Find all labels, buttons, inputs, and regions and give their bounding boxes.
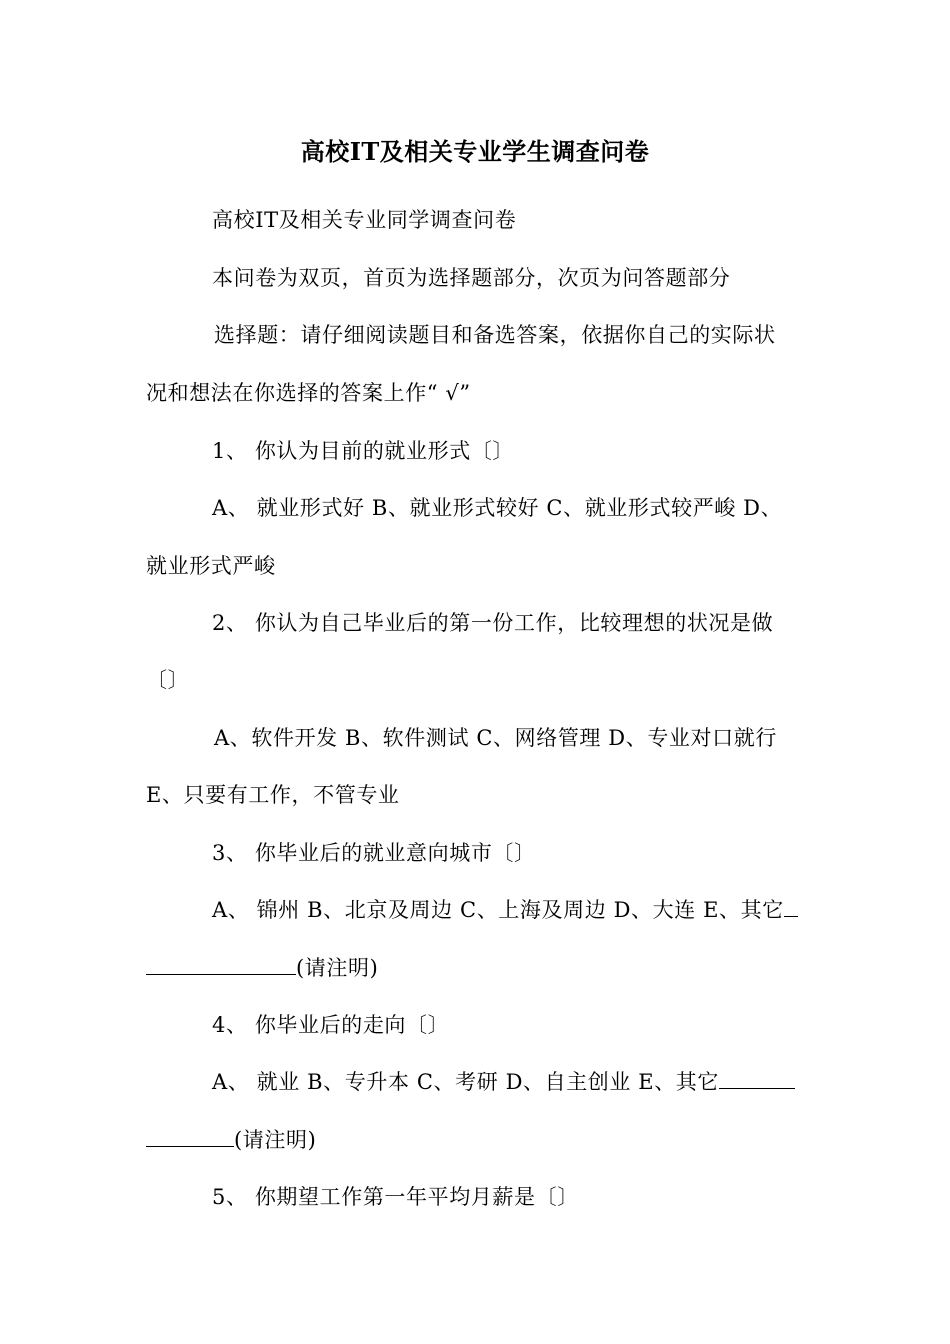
document-title: 高校IT及相关专业学生调查问卷 <box>300 137 650 166</box>
question-2-line-2: 〔〕 <box>146 668 190 692</box>
question-4-options-text: A、 就业 B、专升本 C、考研 D、自主创业 E、其它 <box>212 1070 720 1094</box>
question-3-options-line-1 <box>212 895 798 925</box>
question-4-options-line-1 <box>212 1067 795 1097</box>
question-4: 4、 你毕业后的走向〔〕 <box>212 1013 450 1037</box>
question-4-options-line-2 <box>146 1125 316 1155</box>
survey-subtitle: 高校IT及相关专业同学调查问卷 <box>212 208 517 232</box>
question-3-note: (请注明) <box>296 956 379 980</box>
question-4-note: (请注明) <box>234 1128 317 1152</box>
question-1-options-line-2: 就业形式严峻 <box>146 554 276 578</box>
question-3-blank-a <box>784 898 798 917</box>
question-2-line-1: 2、 你认为自己毕业后的第一份工作，比较理想的状况是做 <box>212 611 774 635</box>
question-4-blank-b <box>146 1128 234 1147</box>
question-1-options-line-1: A、 就业形式好 B、就业形式较好 C、就业形式较严峻 D、 <box>212 496 783 520</box>
question-3-options-text: A、 锦州 B、北京及周边 C、上海及周边 D、大连 E、其它 <box>212 898 784 922</box>
question-3: 3、 你毕业后的就业意向城市〔〕 <box>212 841 536 865</box>
instruction-line-2: 况和想法在你选择的答案上作“ √” <box>146 381 471 405</box>
survey-intro: 本问卷为双页，首页为选择题部分，次页为问答题部分 <box>212 266 731 290</box>
question-2-options-line-2: E、只要有工作，不管专业 <box>146 783 400 807</box>
question-5: 5、 你期望工作第一年平均月薪是〔〕 <box>212 1185 579 1209</box>
question-1: 1、 你认为目前的就业形式〔〕 <box>212 439 515 463</box>
question-4-blank-a <box>719 1070 795 1089</box>
question-3-blank-b <box>146 956 296 975</box>
question-2-options-line-1: A、软件开发 B、软件测试 C、网络管理 D、专业对口就行 <box>214 726 777 750</box>
question-3-options-line-2 <box>146 953 378 983</box>
instruction-line-1: 选择题：请仔细阅读题目和备选答案，依据你自己的实际状 <box>214 323 776 347</box>
